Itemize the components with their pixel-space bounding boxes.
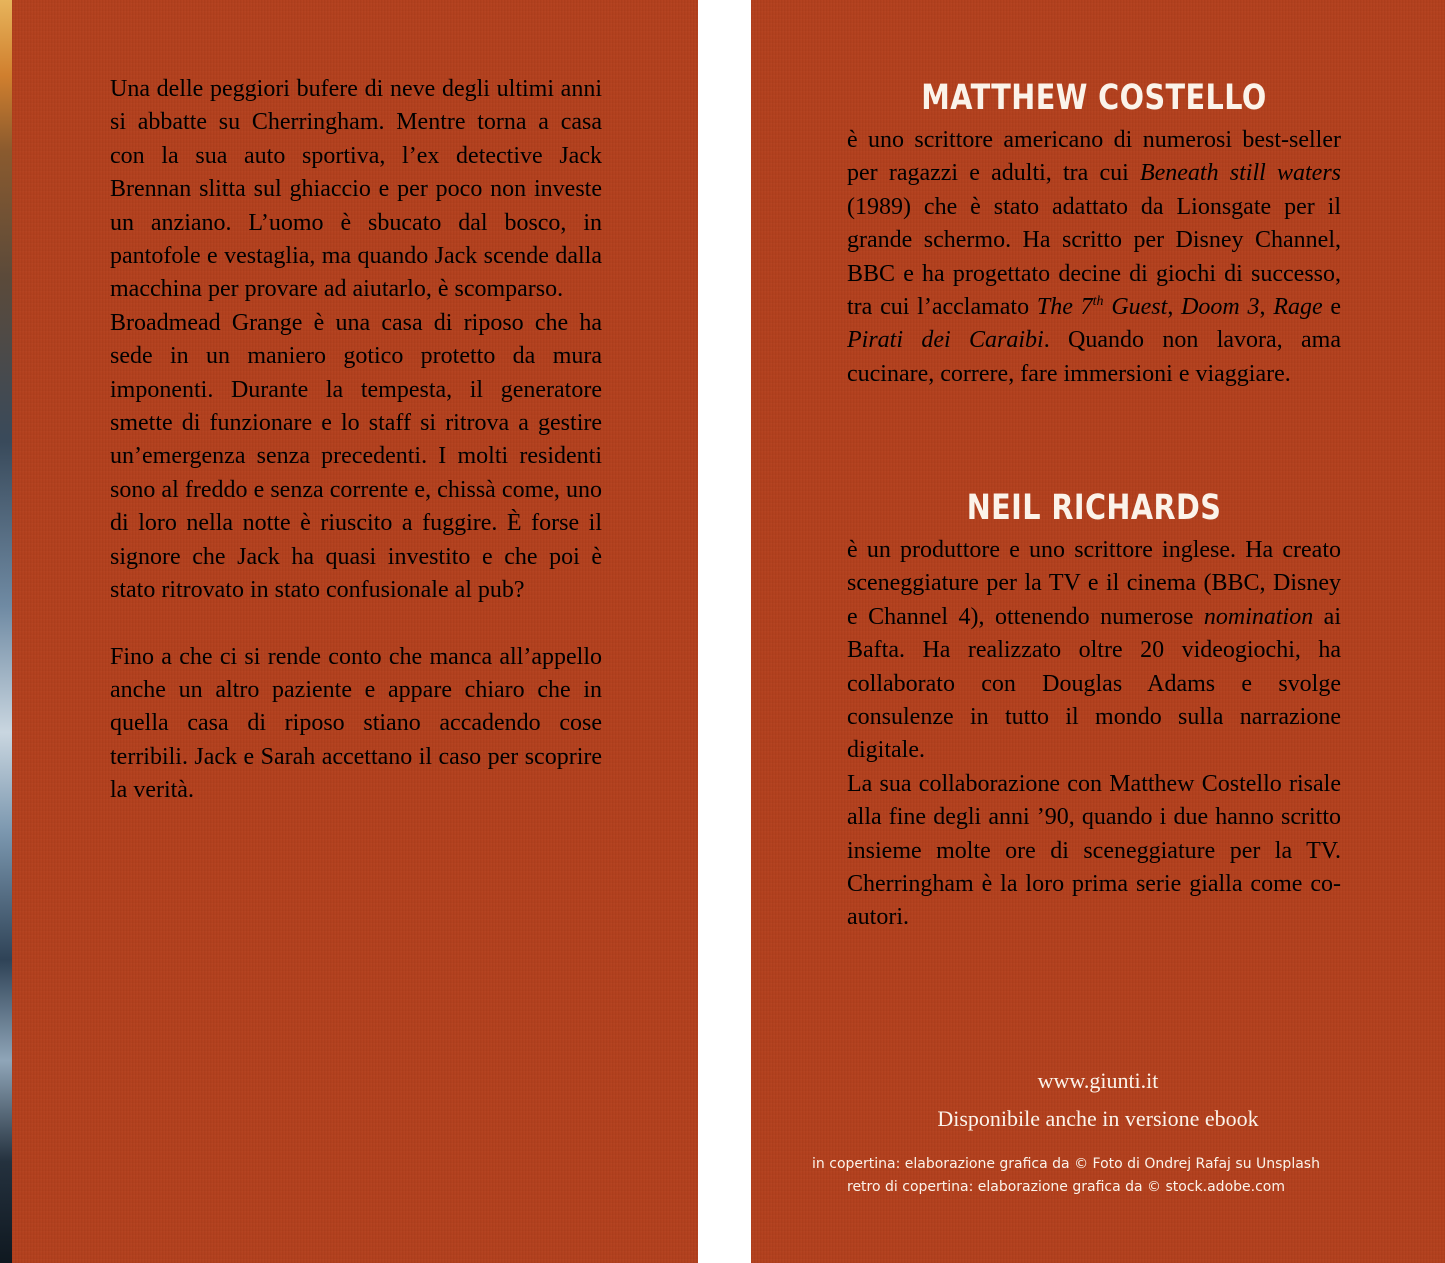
separator: e [1322, 294, 1342, 321]
blurb-paragraph-1: Una delle peggiori bufere di neve degli ultimi anni si abbatte su Cherringham. Mentre torna a casa con la sua auto sportiva, l’ex detective Jack Brennan slitta sul ghiaccio e per poco non investe un anziano. L’uomo è sbucato dal bosco, in pantofole e vestaglia, ma quando Jack scende dalla macchina per provare ad aiutarlo, è scomparso. [110, 76, 602, 303]
game-title: Rage [1273, 294, 1323, 321]
book-blurb [110, 73, 602, 808]
book-title: Beneath still waters [1139, 160, 1341, 187]
bio-text: è uno scrittore americano di numerosi best-seller per ragazzi e adulti, tra cui [847, 127, 1341, 187]
back-cover-credit: retro di copertina: elaborazione grafica da © stock.adobe.com [847, 1179, 1285, 1195]
game-title-part: The 7 [1036, 294, 1093, 321]
author-bio [847, 124, 1341, 391]
author-bio-paragraph-2: La sua collaborazione con Matthew Costello risale alla fine degli anni ’90, quando i due hanno scritto insieme molte ore di sceneggiature per la TV. Cherringham è la loro prima serie gialla come co-autori. [847, 770, 1341, 931]
game-title [1037, 294, 1167, 320]
blurb-paragraph-2: Fino a che ci si rende conto che manca all’appello anche un altro paziente e appare chiaro che in quella casa di riposo stiano accadendo cose terribili. Jack e Sarah accettano il caso per scoprire la verità. [110, 643, 602, 804]
cover-image-strip [0, 0, 12, 1263]
author-name-heading: NEIL RICHARDS [966, 488, 1222, 528]
author-bio [847, 534, 1341, 768]
publisher-website[interactable]: www.giunti.it [1037, 1068, 1159, 1093]
bio-text: (1989) che è stato adattato da Lionsgate per il grande schermo. Ha scritto per Disney Channel, BBC e ha progettato decine di giochi di successo, tra cui l’acclamato [847, 193, 1341, 321]
author-section-costello [847, 78, 1341, 391]
blurb-paragraph-1b: Broadmead Grange è una casa di riposo che ha sede in un maniero gotico protetto da mura imponenti. Durante la tempesta, il generatore smette di funzionare e lo staff si ritrova a gestire un’emergenza senza precedenti. I molti residenti sono al freddo e senza corrente e, chissà come, uno di loro nella notte è riuscito a fuggire. È forse il signore che Jack ha quasi investito e che poi è stato ritrovato in stato confusionale al pub? [110, 309, 602, 604]
superscript: th [1092, 294, 1104, 310]
bio-text: è un produttore e uno scrittore inglese. Ha creato sceneggiature per la TV e il cinema (BBC, Disney e Channel 4), ottenendo numerose [847, 537, 1341, 630]
separator: , [1167, 294, 1182, 321]
bio-text: . Quando non lavora, ama cucinare, correre, fare immersioni e viaggiare. [847, 327, 1341, 387]
game-title-part: Guest [1103, 294, 1168, 321]
game-title: Doom 3 [1181, 294, 1260, 321]
bio-text: ai Bafta. Ha realizzato oltre 20 videogiochi, ha collaborato con Douglas Adams e svolge consulenze in tutto il mondo sulla narrazione digitale. [847, 603, 1341, 764]
italic-term: nomination [1203, 603, 1314, 630]
separator: , [1259, 294, 1274, 321]
author-name-heading: MATTHEW COSTELLO [921, 78, 1267, 118]
ebook-availability-note: Disponibile anche in versione ebook [937, 1106, 1259, 1131]
author-section-richards [847, 488, 1341, 935]
game-title: Pirati dei Caraibi [847, 327, 1044, 354]
cover-credit: in copertina: elaborazione grafica da © Foto di Ondrej Rafaj su Unsplash [812, 1156, 1320, 1172]
